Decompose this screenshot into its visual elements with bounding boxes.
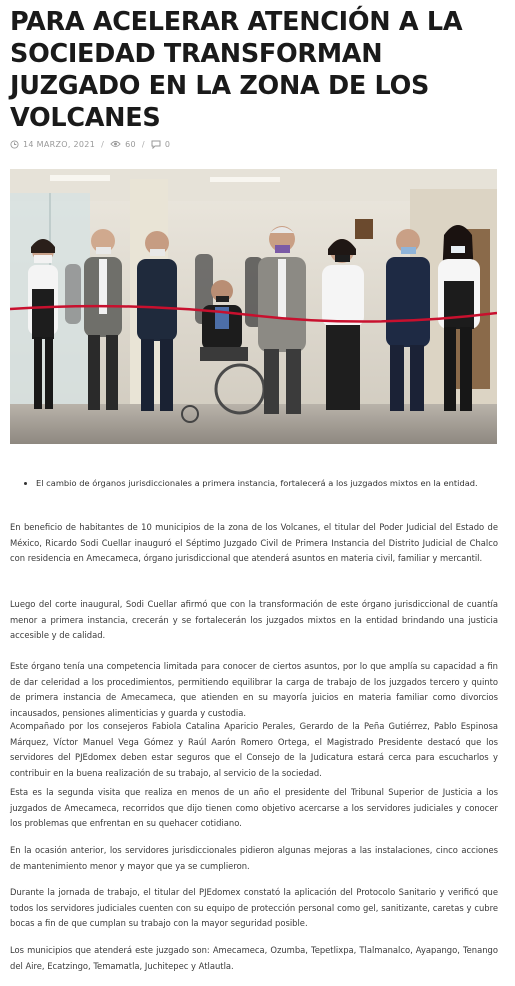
meta-separator: /	[101, 139, 105, 149]
article-paragraph: Este órgano tenía una competencia limitada para conocer de ciertos asuntos, por lo que amplía su capacidad a fin de dar celeridad a los procedimientos, permitiendo equilibrar la carga de trabajo de los juzgados tercero y quinto de primera instancia de Amecameca, que atienden en su mayoría juicios en materia familiar como divorcios incausados, pensiones alimenticias y guarda y custodia.	[10, 661, 498, 719]
highlight-item: • El cambio de órganos jurisdiccionales a primera instancia, fortalecerá a los juzgados mixtos en la entidad.	[36, 477, 478, 489]
article-paragraph: Esta es la segunda visita que realiza en menos de un año el presidente del Tribunal Superior de Justicia a los juzgados de Amecameca, recorridos que dijo tienen como objetivo acercarse a los servidores judiciales y conocer los problemas que enfrentan en su quehacer cotidiano.	[10, 787, 498, 829]
article-date: 14 MARZO, 2021	[23, 139, 96, 149]
article-paragraph: Durante la jornada de trabajo, el titular del PJEdomex constató la aplicación del Protocolo Sanitario y verificó que todos los servidores judiciales cuenten con su equipo de protección personal como gel, sanitizante, caretas y cubre bocas a fin de que cumplan su trabajo con la mayor seguridad posible.	[10, 887, 498, 929]
article-views: 60	[125, 139, 136, 149]
article-paragraph: En la ocasión anterior, los servidores jurisdiccionales pidieron algunas mejoras a las instalaciones, cinco acciones de mantenimiento menor y mayor que ya se cumplieron.	[10, 845, 498, 871]
article-comments-count[interactable]: 0	[164, 139, 171, 149]
clock-icon	[10, 140, 19, 149]
article-photo	[10, 169, 497, 444]
article-paragraph: En beneficio de habitantes de 10 municipios de la zona de los Volcanes, el titular del Poder Judicial del Estado de México, Ricardo Sodi Cuellar inauguró el Séptimo Juzgado Civil de Primera Instancia del Distrito Judicial de Chalco con residencia en Amecameca, órgano jurisdiccional que atenderá asuntos en materia civil, familiar y mercantil.	[10, 522, 498, 564]
article-title: PARA ACELERAR ATENCIÓN A LA SOCIEDAD TRANSFORMAN JUZGADO EN LA ZONA DE LOS VOLCANES	[10, 7, 463, 133]
meta-separator: /	[141, 139, 145, 149]
article-paragraph: Acompañado por los consejeros Fabiola Catalina Aparicio Perales, Gerardo de la Peña Gutiérrez, Pablo Espinosa Márquez, Víctor Manuel Vega Gómez y Raúl Aarón Romero Ortega, el Magistrado Presidente destacó que los servidores del PJEdomex deben estar seguros que el Consejo de la Judicatura estará cerca para escucharlos y contribuir en la buena realización de su trabajo, al servicio de la sociedad.	[10, 721, 498, 779]
comment-icon[interactable]	[151, 140, 161, 149]
eye-icon	[110, 140, 121, 148]
article-paragraph: Los municipios que atenderá este juzgado son: Amecameca, Ozumba, Tepetlixpa, Tlalmanalco, Ayapango, Tenango del Aire, Ecatzingo, Temamatla, Juchitepec y Atlautla.	[10, 945, 498, 971]
article-paragraph: Luego del corte inaugural, Sodi Cuellar afirmó que con la transformación de este órgano jurisdiccional de cuantía menor a primera instancia, crecerán y se fortalecerán los juzgados mixtos en la entidad brindando una justicia accesible y de calidad.	[10, 599, 498, 641]
ribbon-cutting-photo	[10, 169, 497, 444]
article-highlights	[22, 477, 478, 489]
article-meta	[10, 137, 170, 151]
